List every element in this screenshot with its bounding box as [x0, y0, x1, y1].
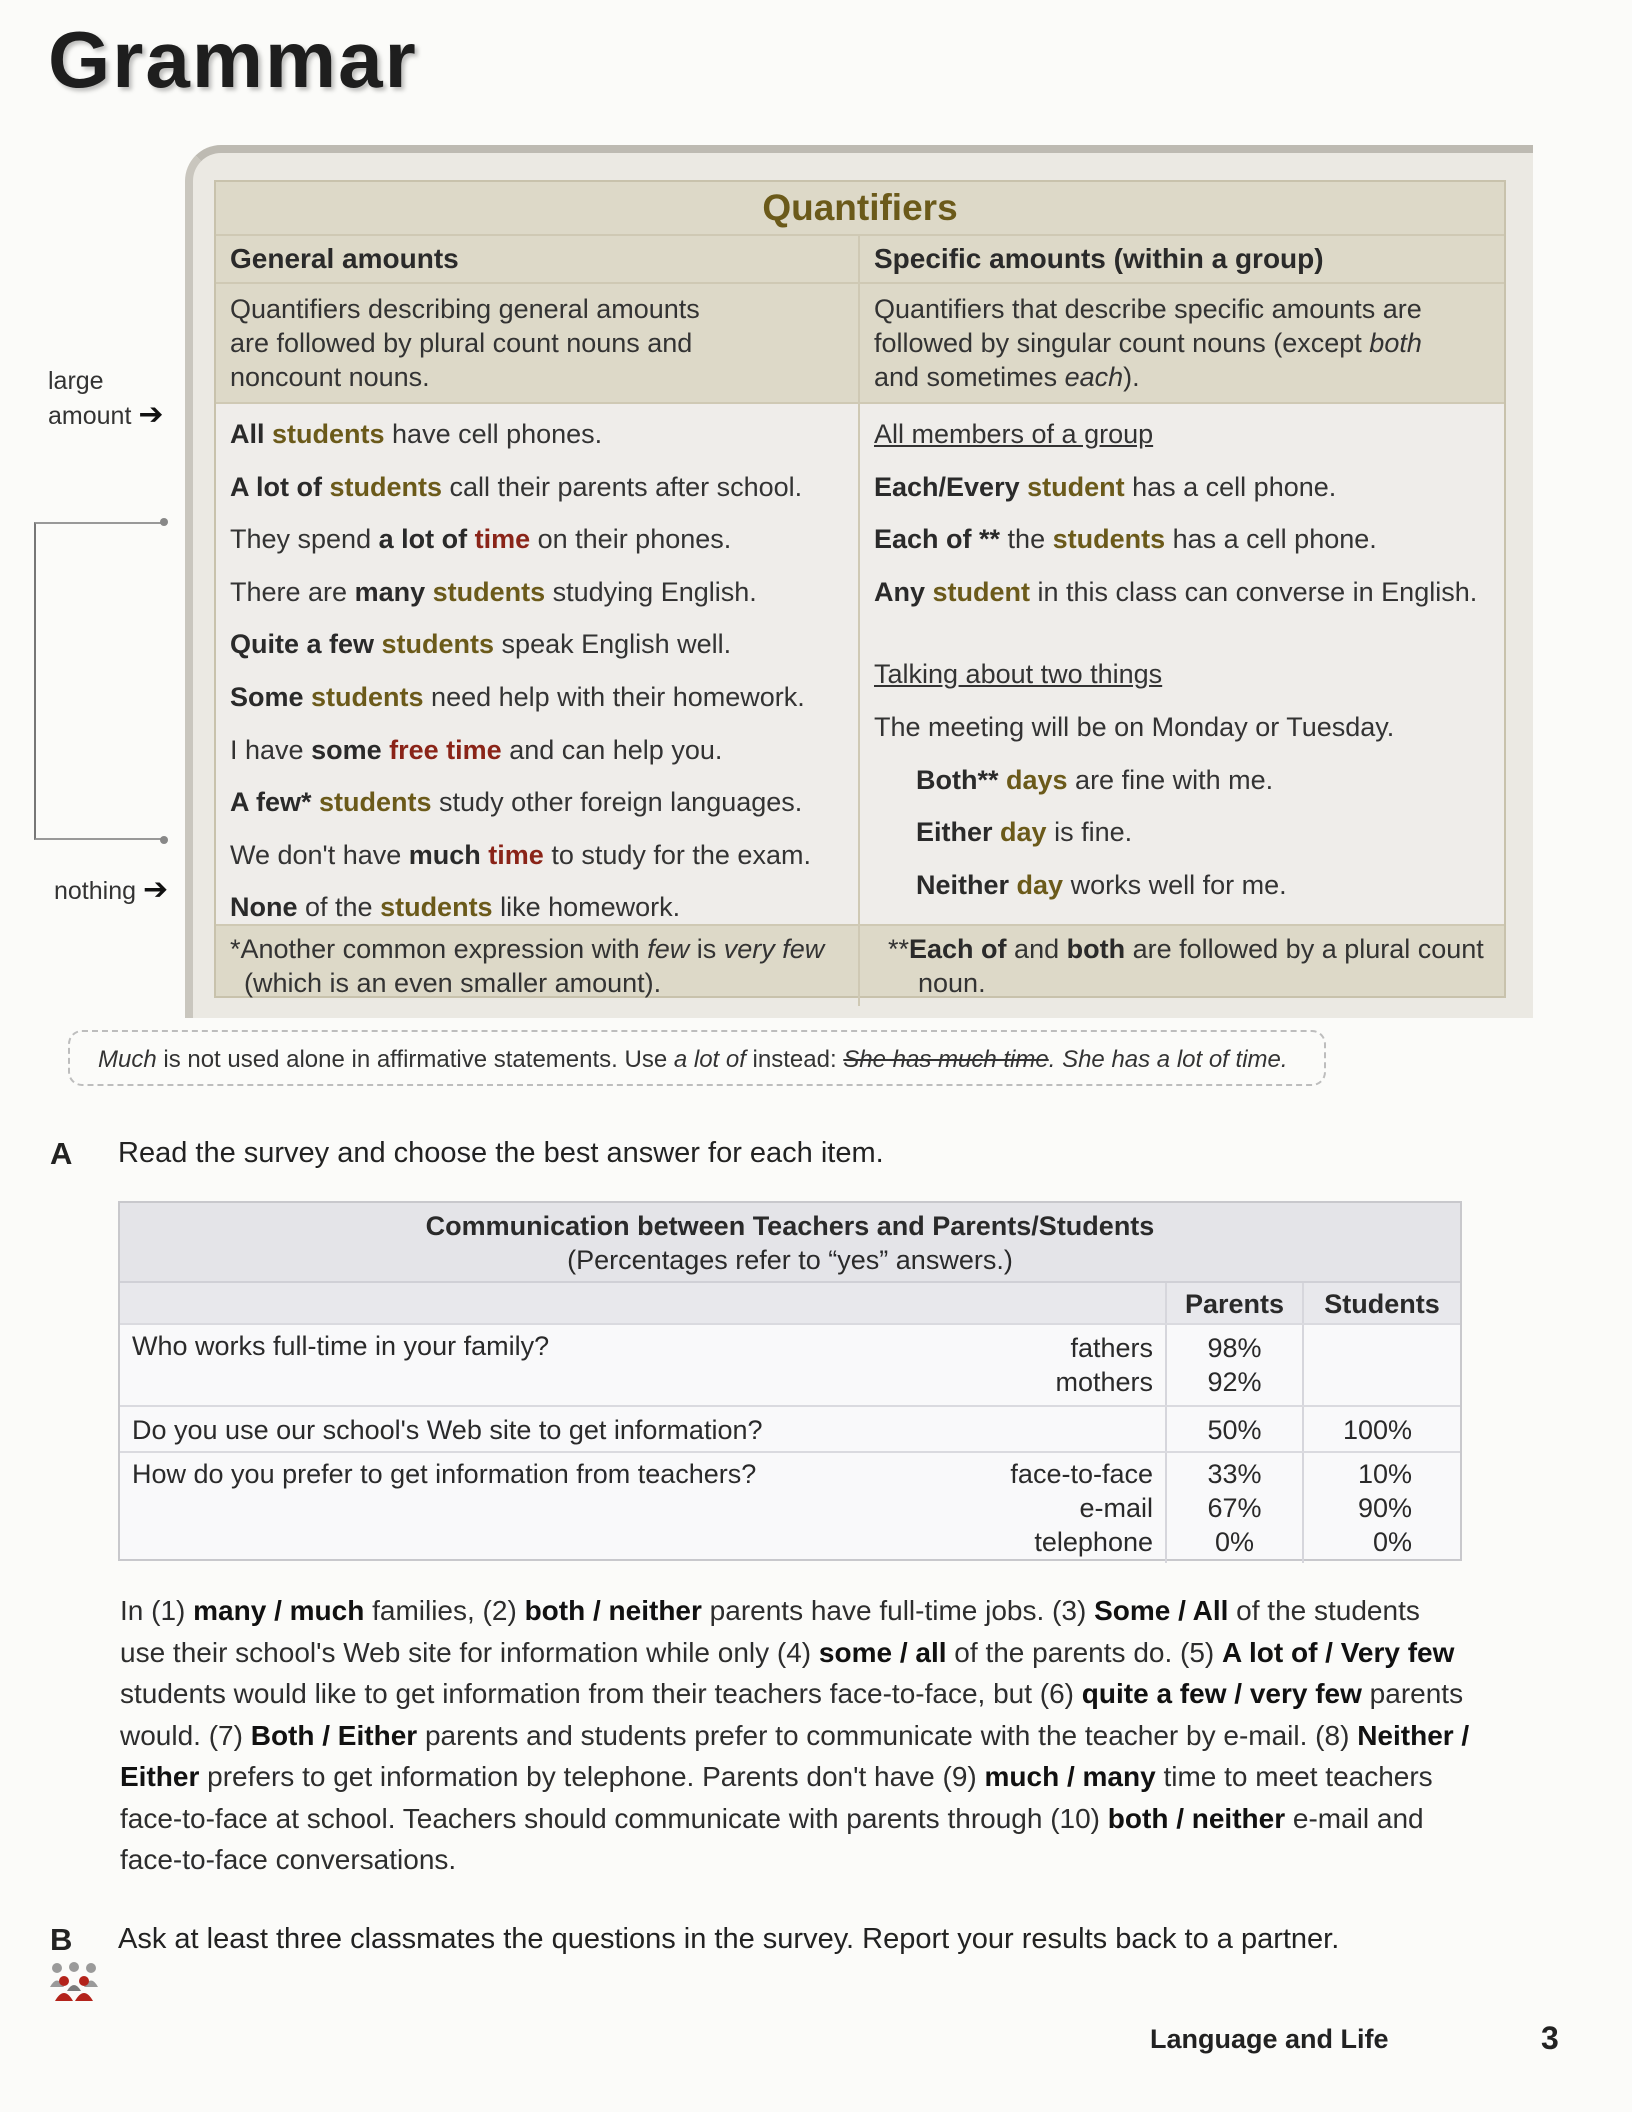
answer-choice[interactable]: some / all	[818, 1636, 947, 1668]
survey-table	[118, 1201, 1462, 1561]
much-note: Much is not used alone in affirmative statements. Use a lot of instead: She has much time. She has a lot of time.	[68, 1030, 1326, 1086]
example-line: I have some free time and can help you.	[230, 734, 723, 765]
answer-choice[interactable]: both / neither	[524, 1595, 702, 1626]
answer-choice[interactable]: quite a few / very few	[1081, 1678, 1362, 1709]
example-line: Some students need help with their homework.	[230, 681, 805, 712]
example-line: A lot of students call their parents after school.	[230, 471, 803, 502]
quantifiers-title: Quantifiers	[216, 182, 1504, 236]
answer-choice[interactable]: Neither /	[1357, 1719, 1470, 1751]
answer-choice[interactable]: much / many	[984, 1761, 1156, 1792]
example-line: They spend a lot of time on their phones.	[230, 524, 732, 555]
example-line: There are many students studying English.	[230, 576, 757, 607]
example-line: A few* students study other foreign languages.	[230, 787, 803, 818]
table-row: Do you use our school's Web site to get information? 50% 100%	[120, 1407, 1460, 1453]
exercise-paragraph: In (1) many / much families, (2) both / neither parents have full-time jobs. (3) Some / All of the students use their school's Web site for information while only (4) some / all of the parents do. (5) A lot of / Very few students would like to get information from their teachers face-to-face, but (6) quite a few / very few parents would. (7) Both / Either parents and students prefer to communicate with the teacher by e-mail. (8) Neither / Either prefers to get information by telephone. Parents don't have (9) much / many time to meet teachers face-to-face at school. Teachers should communicate with parents through (10) both / neither e-mail and face-to-face conversations.	[120, 1595, 1470, 1875]
example-line: All students have cell phones.	[230, 419, 603, 449]
bracket-dot	[160, 836, 168, 844]
table-row: How do you prefer to get information from teachers? face-to-face e-mail telephone 33% 67% 0% 10% 90% 0%	[120, 1453, 1460, 1563]
example-line: The meeting will be on Monday or Tuesday.	[874, 711, 1395, 742]
example-line: Quite a few students speak English well.	[230, 629, 732, 660]
section-b-letter: B	[50, 1922, 73, 1957]
example-line: None of the students like homework.	[230, 892, 681, 923]
example-line: We don't have much time to study for the exam.	[230, 839, 811, 870]
scale-bracket	[34, 522, 164, 840]
example-line: Both** days are fine with me.	[916, 764, 1274, 795]
example-line: Any student in this class can converse in English.	[874, 576, 1478, 607]
survey-caption: Communication between Teachers and Parents/Students (Percentages refer to “yes” answers.)	[120, 1203, 1460, 1283]
footnote-few: *Another common expression with few is very few (which is an even smaller amount).	[216, 926, 860, 1006]
group-heading: All members of a group	[874, 419, 1154, 449]
table-row: Who works full-time in your family? fathers mothers 98% 92%	[120, 1325, 1460, 1407]
large-amount-label: large amount ➔	[48, 367, 164, 431]
specific-amounts-header: Specific amounts (within a group)	[874, 243, 1324, 274]
section-b-instruction: Ask at least three classmates the questions in the survey. Report your results back to a partner.	[118, 1923, 1340, 1955]
page-number: 3	[1541, 2020, 1559, 2056]
parents-column-header: Parents	[1165, 1283, 1302, 1323]
answer-choice[interactable]: many / much	[193, 1595, 365, 1626]
page-title: Grammar	[48, 15, 418, 104]
quantifiers-table	[214, 180, 1506, 998]
bracket-dot	[160, 518, 168, 526]
answer-choice[interactable]: Both / Either	[250, 1719, 418, 1751]
general-examples	[216, 404, 860, 924]
section-a-letter: A	[50, 1136, 73, 1171]
two-things-heading: Talking about two things	[874, 659, 1163, 690]
example-line: Either day is fine.	[916, 817, 1133, 848]
nothing-label: nothing ➔	[54, 873, 169, 906]
section-a-instruction: Read the survey and choose the best answer for each item.	[118, 1137, 884, 1169]
arrow-right-icon: ➔	[138, 398, 164, 431]
footnote-each-both: **Each of and both are followed by a plural count noun.	[888, 934, 1484, 998]
answer-choice[interactable]: both / neither	[1107, 1802, 1286, 1834]
example-line: Neither day works well for me.	[916, 869, 1287, 900]
example-line: Each of ** the students has a cell phone.	[874, 524, 1377, 555]
answer-choice[interactable]: A lot of / Very few	[1222, 1636, 1455, 1668]
answer-choice[interactable]: Some / All	[1094, 1595, 1229, 1626]
example-line: Each/Every student has a cell phone.	[874, 471, 1337, 502]
answer-choice[interactable]: Either	[120, 1761, 200, 1792]
general-amounts-desc: Quantifiers describing general amounts are followed by plural count nouns and noncount nouns.	[216, 284, 860, 402]
specific-examples	[860, 404, 1504, 924]
specific-amounts-desc: Quantifiers that describe specific amounts are followed by singular count nouns (except both and sometimes each).	[874, 294, 1422, 392]
people-group-icon	[48, 1961, 100, 2001]
arrow-right-icon: ➔	[142, 873, 169, 906]
students-column-header: Students	[1302, 1283, 1460, 1323]
footer-title: Language and Life	[1150, 2024, 1389, 2054]
general-amounts-header: General amounts	[216, 236, 860, 282]
